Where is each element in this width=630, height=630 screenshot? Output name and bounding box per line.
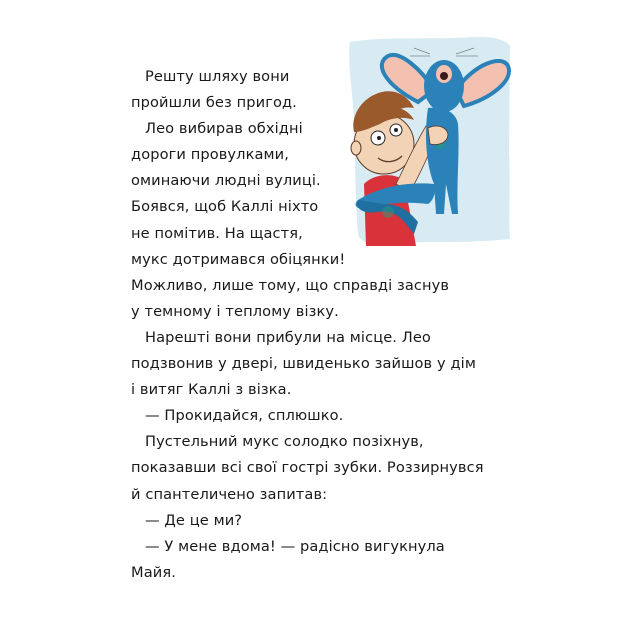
text-line-15: Пустельний мукс солодко позіхнув, <box>145 433 424 451</box>
text-line-4: дороги провулками, <box>131 146 289 164</box>
text-line-12: подзвонив у двері, швиденько зайшов у дім <box>131 355 476 373</box>
text-line-14: — Прокидайся, сплюшко. <box>145 407 344 425</box>
text-line-1: Решту шляху вони <box>145 68 290 85</box>
text-line-8: мукс дотримався обіцянки! <box>131 250 346 268</box>
text-line-11: Нарешті вони прибули на місце. Лео <box>145 328 431 346</box>
text-line-7: не помітив. На щастя, <box>131 224 303 242</box>
text-line-18: — Де це ми? <box>145 511 243 529</box>
text-line-16: показавши всі свої гострі зубки. Роззирнувся <box>131 459 484 477</box>
text-line-20: Майя. <box>131 563 176 581</box>
text-line-2: пройшли без пригод. <box>131 94 297 112</box>
story-text <box>131 64 511 586</box>
text-line-10: у темному і теплому візку. <box>131 302 339 320</box>
text-line-6: Боявся, щоб Каллі ніхто <box>131 198 319 216</box>
text-line-9: Можливо, лише тому, що справді заснув <box>131 276 450 294</box>
text-line-19: — У мене вдома! — радісно вигукнула <box>145 537 445 555</box>
text-line-17: й спантеличено запитав: <box>131 485 328 503</box>
text-line-13: і витяг Каллі з візка. <box>131 381 292 399</box>
text-line-3: Лео вибирав обхідні <box>145 120 303 138</box>
text-line-5: оминаючи людні вулиці. <box>131 172 321 190</box>
